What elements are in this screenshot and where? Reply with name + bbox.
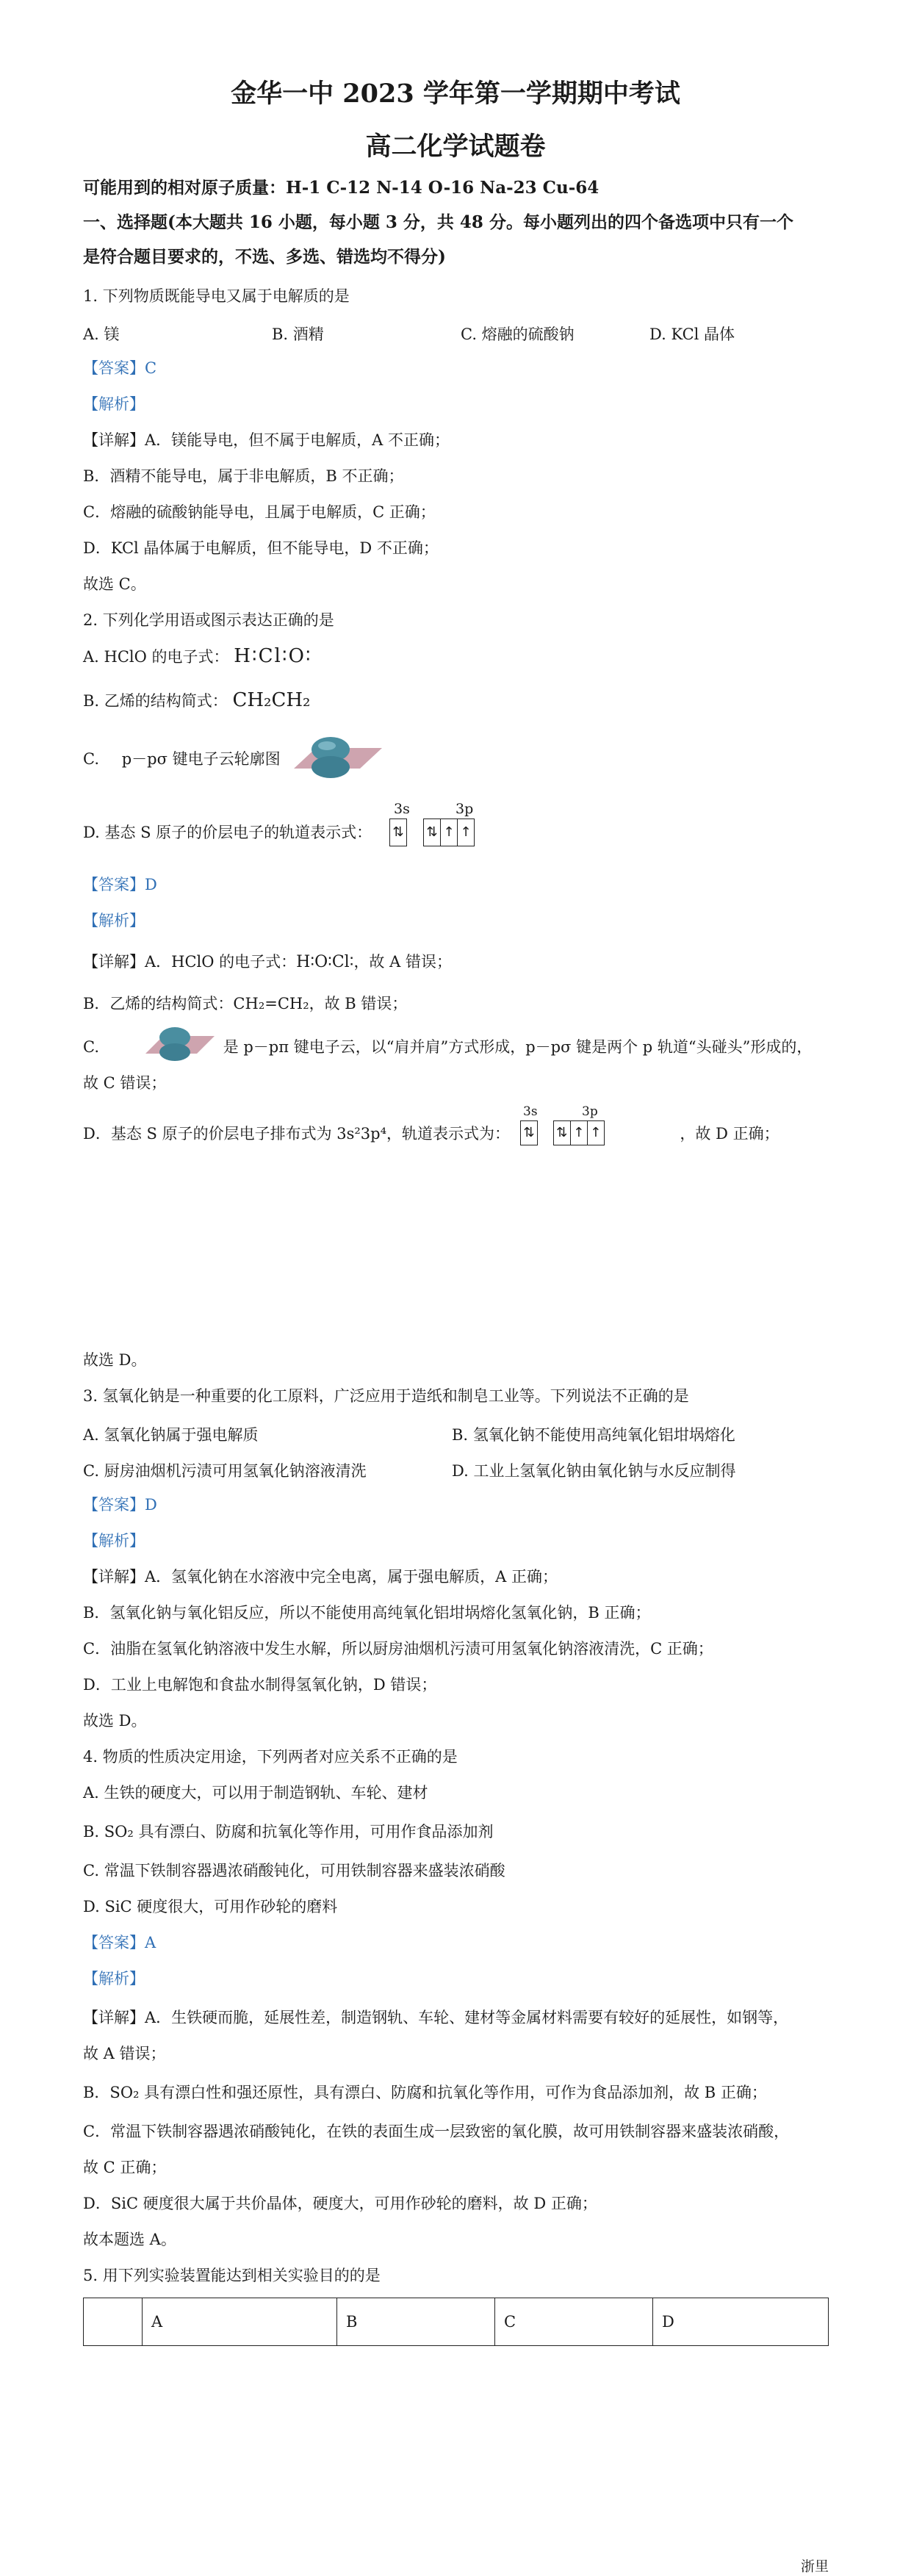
q4-option-c: C. 常温下铁制容器遇浓硝酸钝化，可用铁制容器来盛装浓硝酸 bbox=[83, 1862, 505, 1879]
q2-detail-d-text: D．基态 S 原子的价层电子排布式为 3s²3p⁴，轨道表示式为： bbox=[83, 1125, 511, 1143]
q2-option-a-label: A. HClO 的电子式： bbox=[83, 648, 229, 666]
table-header-b: B bbox=[337, 2298, 495, 2346]
q2-detail-c-prefix: C. bbox=[83, 1038, 99, 1056]
q2-detail-d-tail: ，故 D 正确； bbox=[680, 1125, 779, 1143]
exam-subtitle: 高二化学试题卷 bbox=[365, 132, 546, 162]
q3-answer: 【答案】D bbox=[83, 1496, 157, 1514]
q3-option-d: D. 工业上氢氧化钠由氧化钠与水反应制得 bbox=[452, 1462, 736, 1480]
q4-option-d: D. SiC 硬度很大，可用作砂轮的磨料 bbox=[83, 1898, 338, 1915]
q2-detail-a-text: 【详解】A．HClO 的电子式： bbox=[83, 953, 297, 971]
q2-conclusion: 故选 D。 bbox=[83, 1351, 147, 1369]
table-row bbox=[84, 2298, 829, 2346]
section-heading-line1: 一、选择题(本大题共 16 小题，每小题 3 分，共 48 分。每小题列出的四个备选项中只有一个 bbox=[83, 212, 793, 232]
q2-option-c-prefix: C. bbox=[83, 750, 99, 768]
q1-option-c: C. 熔融的硫酸钠 bbox=[461, 325, 575, 343]
q3-option-c: C. 厨房油烟机污渍可用氢氧化钠溶液清洗 bbox=[83, 1462, 367, 1480]
q4-analysis-label: 【解析】 bbox=[83, 1970, 145, 1987]
q2-detail-a-tail: ，故 A 错误； bbox=[353, 953, 452, 971]
q5-options-table bbox=[83, 2298, 829, 2346]
detail-orbital-box-3p: ⇅ ↑ ↑ bbox=[553, 1120, 605, 1145]
hclo-correct-formula: H∶O∶Cl∶ bbox=[296, 953, 354, 971]
exam-title: 金华一中 2023 学年第一学期期中考试 bbox=[231, 79, 680, 109]
q4-option-b: B. SO₂ 具有漂白、防腐和抗氧化等作用，可用作食品添加剂 bbox=[83, 1823, 494, 1841]
footer-text: 浙里 bbox=[801, 2558, 829, 2575]
p-p-pi-orbital-image bbox=[276, 733, 386, 779]
q4-detail-4: C．常温下铁制容器遇浓硝酸钝化，在铁的表面生成一层致密的氧化膜，故可用铁制容器来盛装浓硝酸， bbox=[83, 2123, 790, 2140]
q3-detail-4: D．工业上电解饱和食盐水制得氢氧化钠，D 错误； bbox=[83, 1676, 437, 1694]
q2-detail-c2: 故 C 错误； bbox=[83, 1074, 167, 1092]
q1-option-d: D. KCl 晶体 bbox=[649, 325, 735, 343]
q3-stem: 3. 氢氧化钠是一种重要的化工原料，广泛应用于造纸和制皂工业等。下列说法不正确的是 bbox=[83, 1387, 689, 1405]
q4-detail-5: 故 C 正确； bbox=[83, 2159, 167, 2176]
q1-analysis-label: 【解析】 bbox=[83, 395, 145, 413]
q4-detail-3: B．SO₂ 具有漂白性和强还原性，具有漂白、防腐和抗氧化等作用，可作为食品添加剂，故 B 正确； bbox=[83, 2084, 767, 2101]
q1-detail-3: C．熔融的硫酸钠能导电，且属于电解质，C 正确； bbox=[83, 503, 436, 521]
q4-detail-6: D．SiC 硬度很大属于共价晶体，硬度大，可用作砂轮的磨料，故 D 正确； bbox=[83, 2195, 597, 2212]
q1-option-b: B. 酒精 bbox=[272, 325, 324, 343]
q1-option-a: A. 镁 bbox=[83, 325, 120, 343]
q2-option-b bbox=[83, 691, 310, 710]
q3-analysis-label: 【解析】 bbox=[83, 1532, 145, 1550]
q4-detail-2: 故 A 错误； bbox=[83, 2045, 166, 2062]
q2-option-c-text: p－pσ 键电子云轮廓图 bbox=[121, 750, 281, 768]
q2-orbital-diagram bbox=[389, 801, 475, 846]
q4-answer: 【答案】A bbox=[83, 1934, 156, 1951]
q3-option-a: A. 氢氧化钠属于强电解质 bbox=[83, 1426, 259, 1444]
table-header-a: A bbox=[143, 2298, 337, 2346]
q1-detail-2: B．酒精不能导电，属于非电解质，B 不正确； bbox=[83, 467, 404, 485]
orbital-label-3s: 3s bbox=[394, 801, 410, 817]
q3-option-b: B. 氢氧化钠不能使用高纯氧化铝坩埚熔化 bbox=[452, 1426, 735, 1444]
table-header-blank bbox=[84, 2298, 143, 2346]
q2-option-d bbox=[83, 823, 372, 842]
q2-stem: 2. 下列化学用语或图示表达正确的是 bbox=[83, 611, 334, 629]
q3-detail-2: B．氢氧化钠与氧化铝反应，所以不能使用高纯氧化铝坩埚熔化氢氧化钠，B 正确； bbox=[83, 1604, 651, 1622]
detail-orbital-label-3p: 3p bbox=[582, 1104, 598, 1119]
q1-detail-1: 【详解】A．镁能导电，但不属于电解质，A 不正确； bbox=[83, 431, 450, 449]
detail-orbital-box-3s: ⇅ bbox=[520, 1120, 538, 1145]
atomic-mass-line: 可能用到的相对原子质量：H-1 C-12 N-14 O-16 Na-23 Cu-64 bbox=[83, 178, 599, 198]
q2-option-d-label: D. 基态 S 原子的价层电子的轨道表示式： bbox=[83, 824, 372, 841]
q1-detail-4: D．KCl 晶体属于电解质，但不能导电，D 不正确； bbox=[83, 539, 439, 557]
q2-detail-a bbox=[83, 952, 452, 972]
q2-option-c bbox=[83, 749, 281, 769]
q3-conclusion: 故选 D。 bbox=[83, 1712, 147, 1730]
q2-answer: 【答案】D bbox=[83, 876, 157, 893]
q1-conclusion: 故选 C。 bbox=[83, 575, 146, 593]
q5-stem: 5. 用下列实验装置能达到相关实验目的的是 bbox=[83, 2267, 381, 2284]
q2-option-b-label: B. 乙烯的结构简式： bbox=[83, 692, 228, 710]
q3-detail-1: 【详解】A．氢氧化钠在水溶液中完全电离，属于强电解质，A 正确； bbox=[83, 1568, 558, 1586]
q3-detail-3: C．油脂在氢氧化钠溶液中发生水解，所以厨房油烟机污渍可用氢氧化钠溶液清洗，C 正确； bbox=[83, 1640, 713, 1658]
ethylene-formula: CH₂CH₂ bbox=[232, 689, 311, 711]
q2-detail-orbital-diagram bbox=[520, 1104, 605, 1145]
orbital-box-3s: ⇅ bbox=[389, 819, 407, 846]
table-header-c: C bbox=[495, 2298, 653, 2346]
orbital-label-3p: 3p bbox=[455, 801, 474, 817]
q4-option-a: A. 生铁的硬度大，可以用于制造钢轨、车轮、建材 bbox=[83, 1784, 428, 1802]
q2-detail-d bbox=[83, 1124, 779, 1143]
q1-stem: 1. 下列物质既能导电又属于电解质的是 bbox=[83, 287, 350, 305]
section-heading-line2: 是符合题目要求的，不选、多选、错选均不得分) bbox=[83, 247, 446, 267]
hclo-electron-formula: H∶Cl∶O∶ bbox=[234, 645, 312, 667]
q2-detail-c-text: 是 p－pπ 键电子云，以“肩并肩”方式形成，p－pσ 键是两个 p 轨道“头碰头”形成的， bbox=[223, 1038, 813, 1056]
q2-analysis-label: 【解析】 bbox=[83, 912, 145, 929]
detail-orbital-label-3s: 3s bbox=[523, 1104, 538, 1119]
q4-stem: 4. 物质的性质决定用途，下列两者对应关系不正确的是 bbox=[83, 1748, 458, 1766]
q1-answer: 【答案】C bbox=[83, 359, 157, 377]
q4-detail-1: 【详解】A．生铁硬而脆，延展性差，制造钢轨、车轮、建材等金属材料需要有较好的延展性，如钢等， bbox=[83, 2009, 789, 2026]
q2-detail-b: B．乙烯的结构简式：CH₂=CH₂，故 B 错误； bbox=[83, 995, 408, 1012]
orbital-box-3p: ⇅ ↑ ↑ bbox=[423, 819, 475, 846]
p-p-pi-orbital-image-2 bbox=[132, 1023, 217, 1064]
table-header-d: D bbox=[653, 2298, 829, 2346]
q4-conclusion: 故本题选 A。 bbox=[83, 2231, 176, 2248]
q2-option-a bbox=[83, 647, 312, 666]
